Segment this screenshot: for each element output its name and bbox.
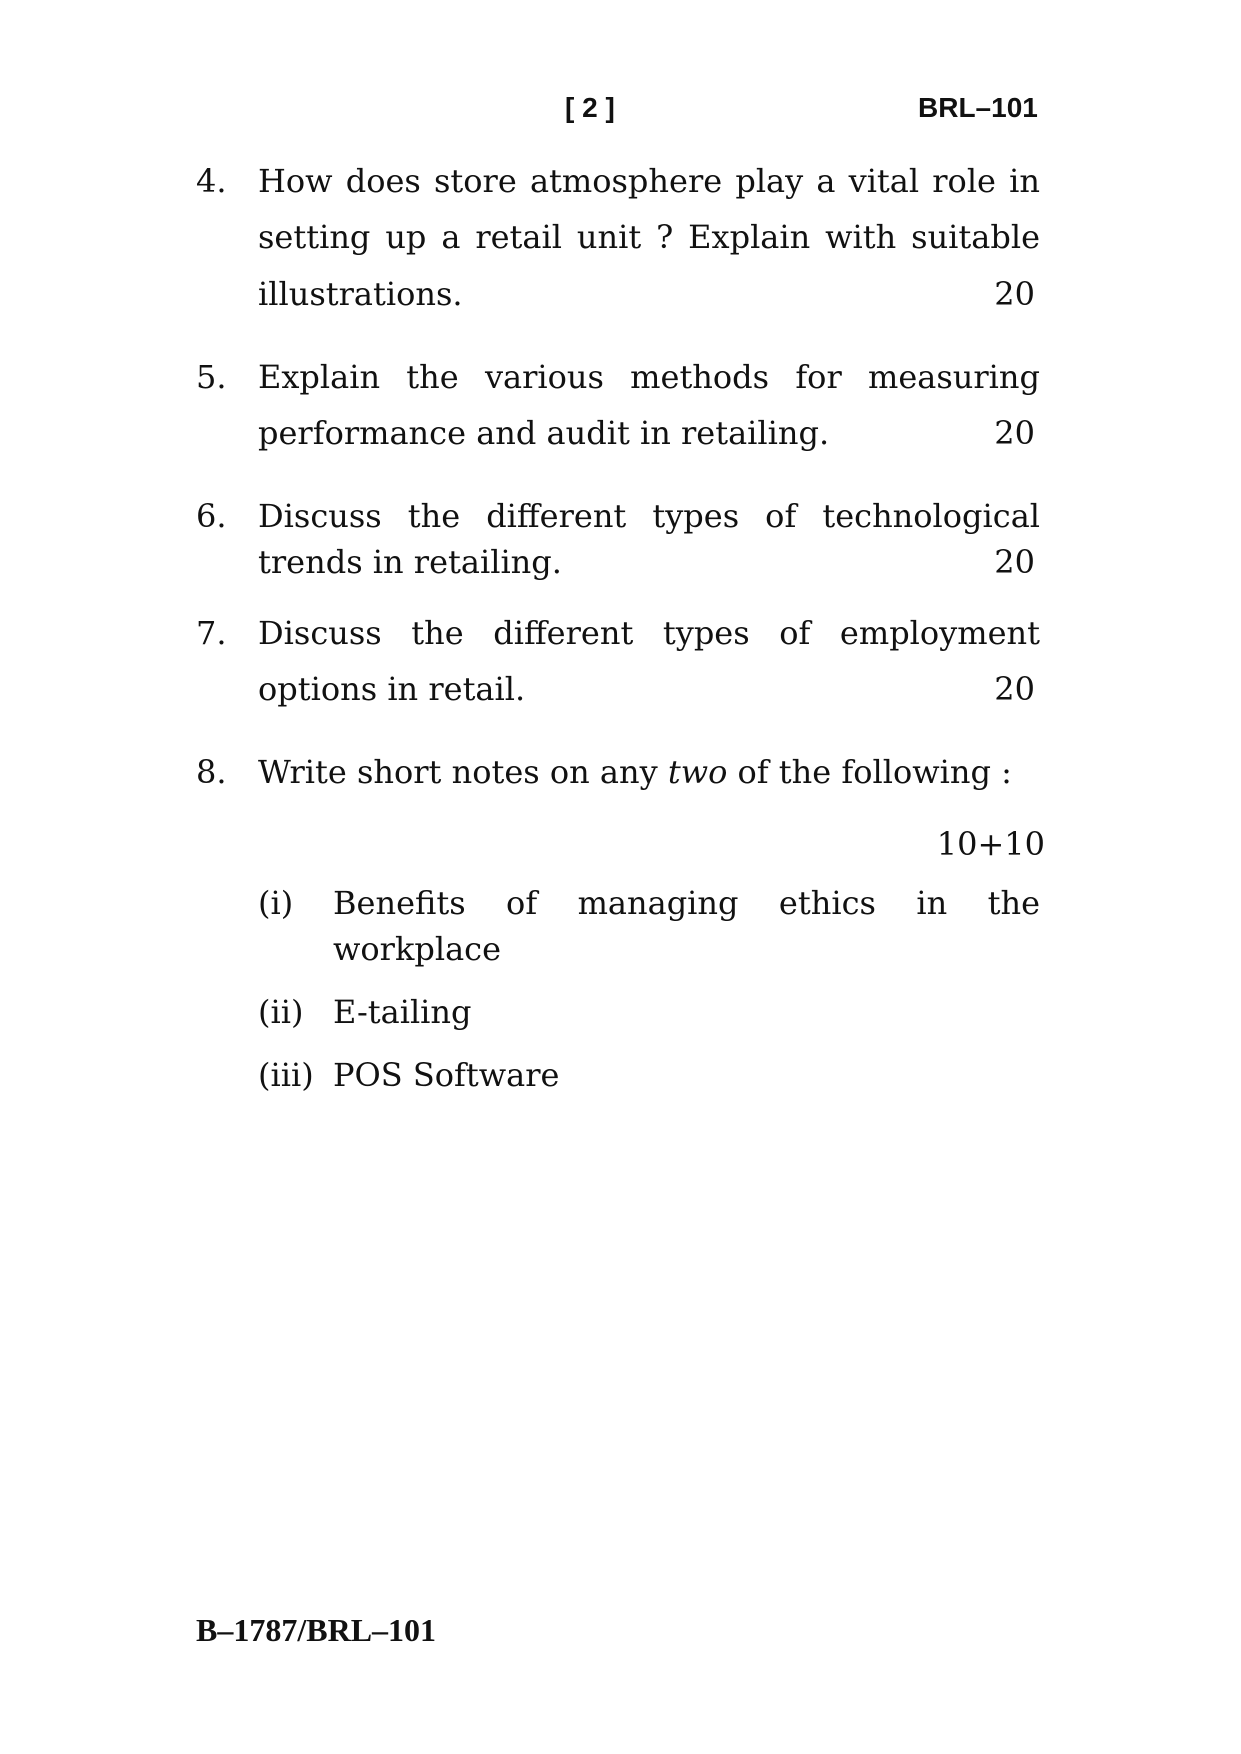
question-8-marks: 10+10 — [936, 825, 1045, 863]
question-6-line-2: trends in retailing. — [258, 543, 562, 581]
question-7-marks: 20 — [994, 670, 1035, 708]
question-4-number: 4. — [196, 162, 227, 200]
question-7-line-2: options in retail. — [258, 670, 526, 708]
question-8-emphasis: two — [667, 753, 728, 791]
question-6-number: 6. — [196, 497, 227, 535]
question-7-number: 7. — [196, 614, 227, 652]
page-number: [ 2 ] — [565, 92, 615, 123]
question-4-line-1: How does store atmosphere play a vital role in — [258, 162, 1040, 200]
question-5-line-2: performance and audit in retailing. — [258, 414, 830, 452]
question-4-marks: 20 — [994, 275, 1035, 313]
sub-item-iii-text: POS Software — [333, 1056, 560, 1094]
sub-item-iii-number: (iii) — [258, 1056, 314, 1094]
question-8-number: 8. — [196, 753, 227, 791]
question-5-number: 5. — [196, 358, 227, 396]
question-5-line-1: Explain the various methods for measuring — [258, 358, 1040, 396]
sub-item-i-number: (i) — [258, 884, 294, 922]
question-7-line-1: Discuss the different types of employment — [258, 614, 1040, 652]
question-4-line-3: illustrations. — [258, 275, 463, 313]
question-6-marks: 20 — [994, 543, 1035, 581]
question-5-marks: 20 — [994, 414, 1035, 452]
paper-code: BRL–101 — [918, 92, 1038, 123]
sub-item-ii-text: E-tailing — [333, 993, 472, 1031]
sub-item-ii-number: (ii) — [258, 993, 304, 1031]
question-8-text: Write short notes on any two of the following : — [258, 753, 1012, 791]
question-6-line-1: Discuss the different types of technological — [258, 497, 1040, 535]
footer-code: B–1787/BRL–101 — [196, 1612, 437, 1648]
question-4-line-2: setting up a retail unit ? Explain with suitable — [258, 218, 1040, 256]
sub-item-i-line-1: Benefits of managing ethics in the — [333, 884, 1040, 922]
sub-item-i-line-2: workplace — [333, 930, 501, 968]
